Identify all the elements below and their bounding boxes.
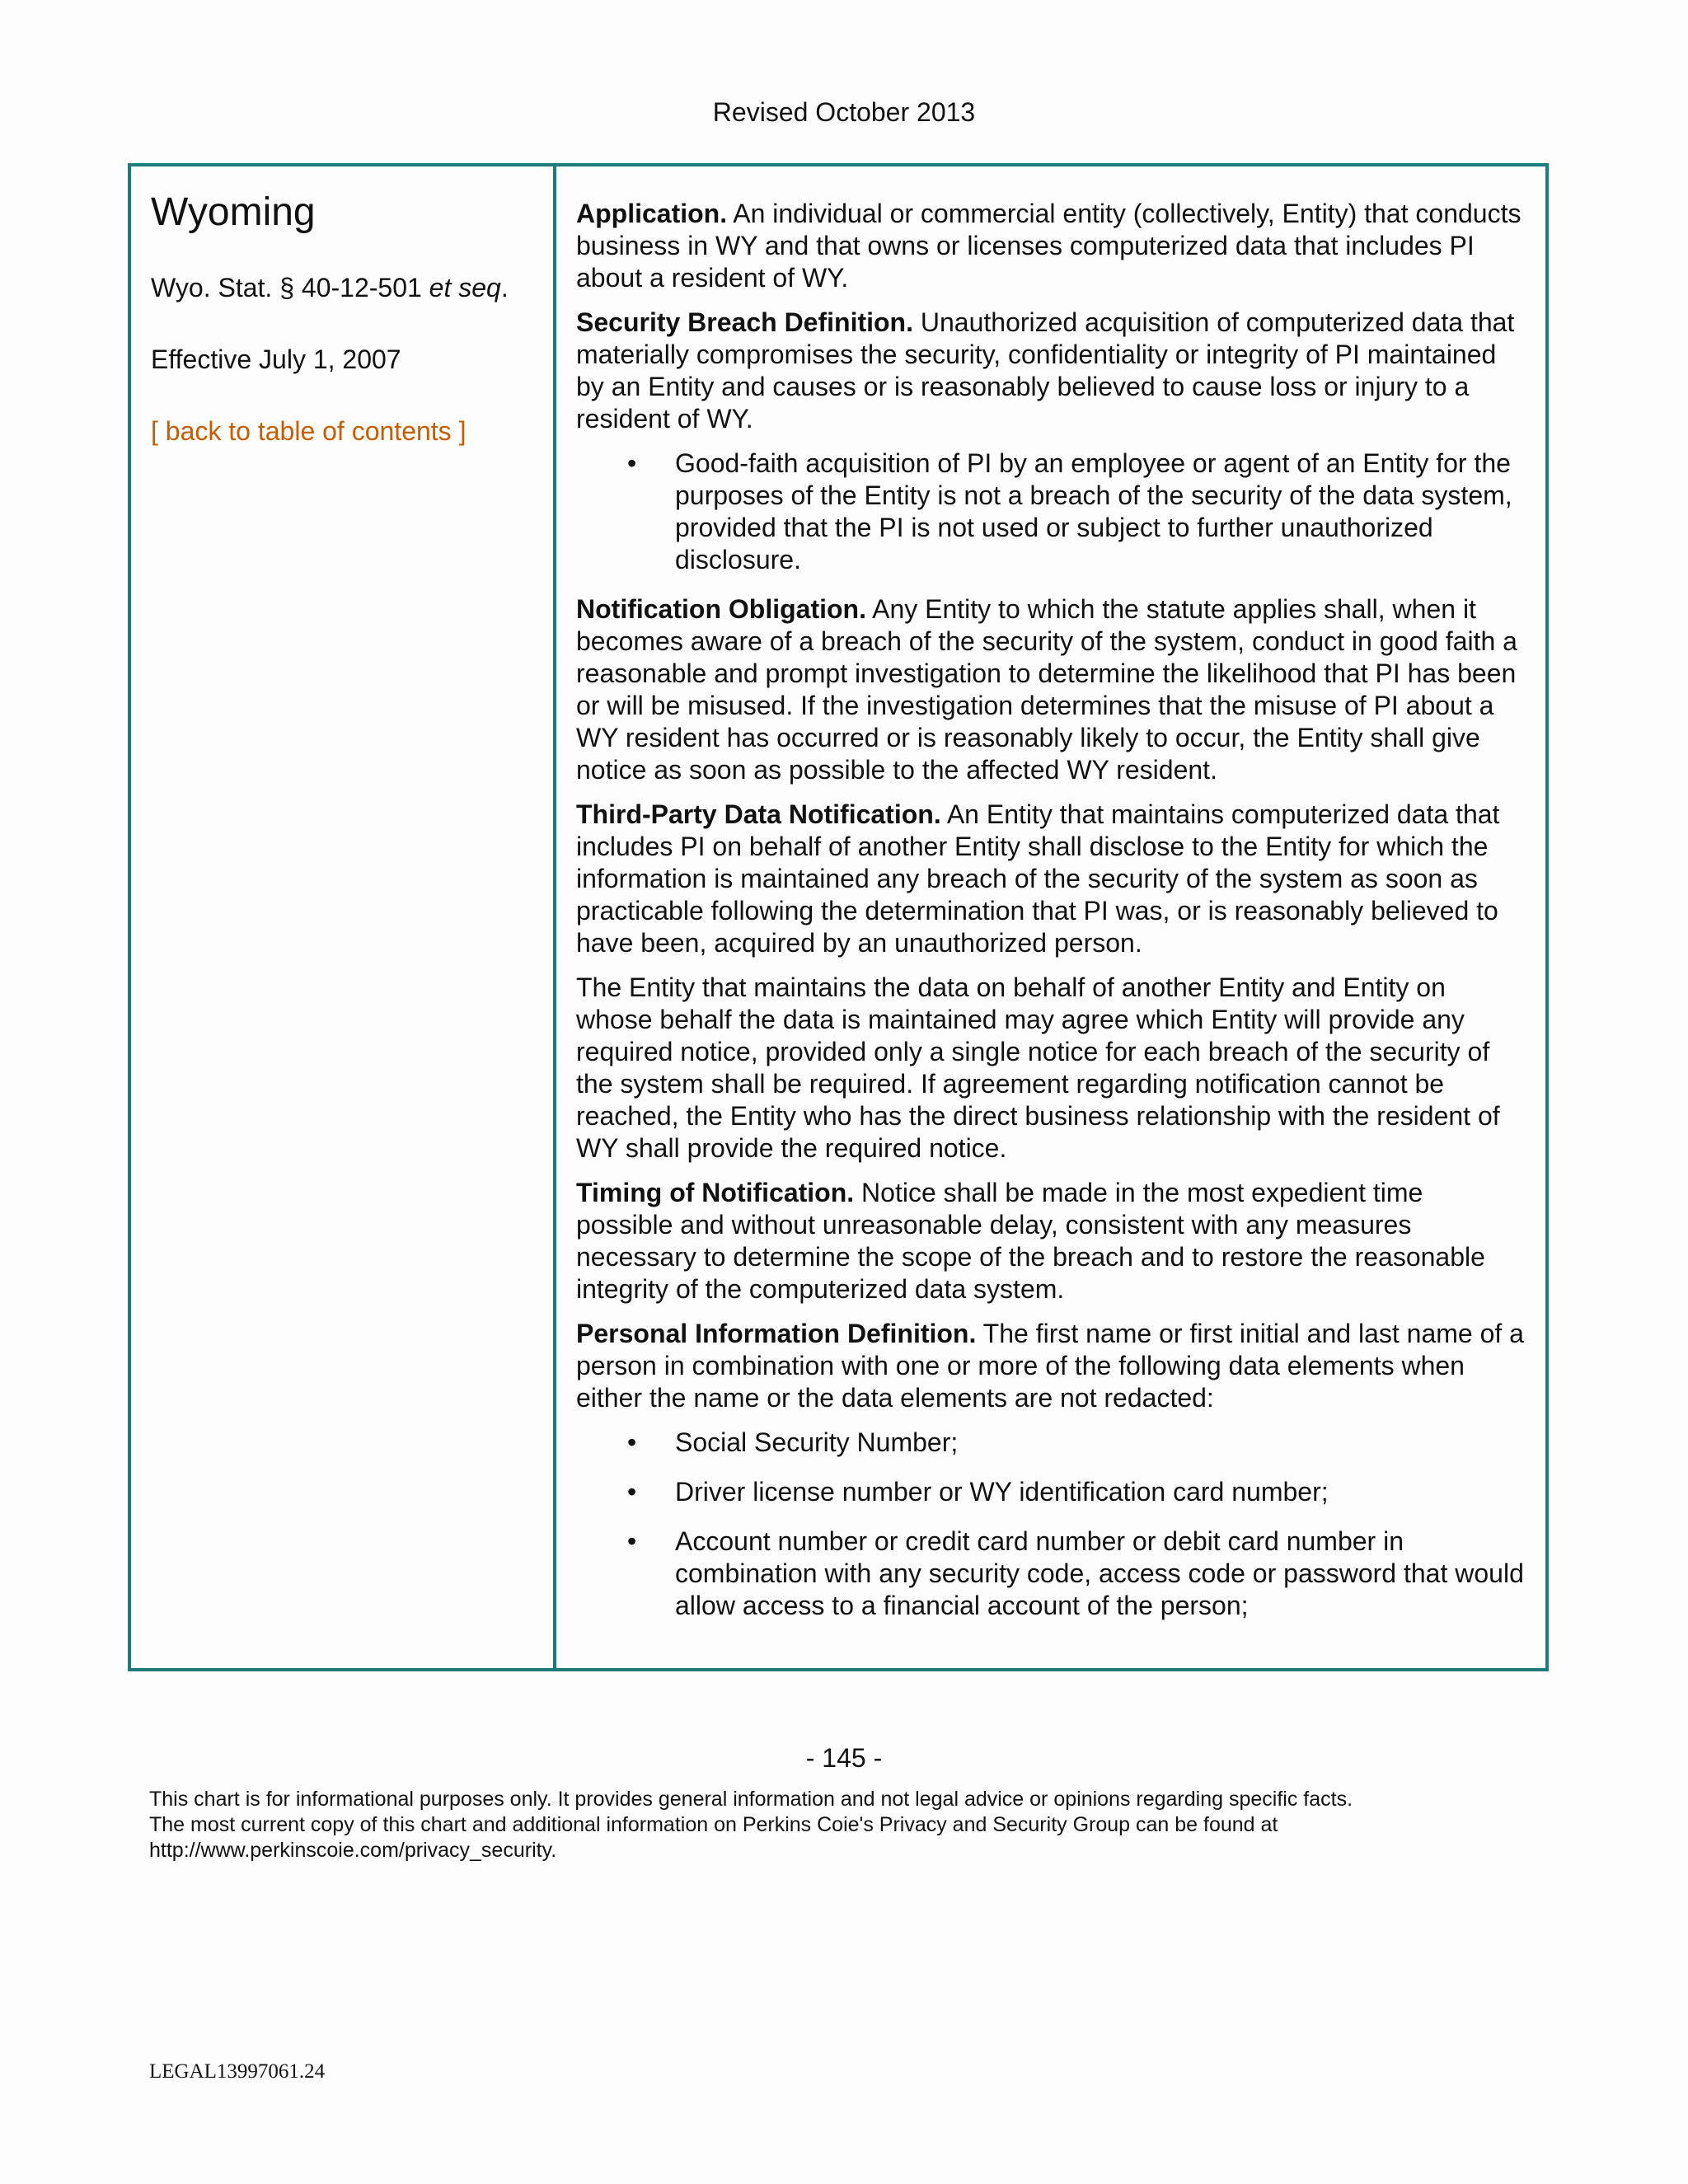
third-party-section (576, 799, 1526, 959)
bullet-icon: • (627, 1526, 637, 1556)
breach-definition-section (576, 307, 1526, 435)
disclaimer (149, 1787, 1550, 1863)
notification-obligation-heading: Notification Obligation. (576, 594, 866, 624)
disclaimer-line: This chart is for informational purposes only. It provides general information and not legal advice or opinions regarding specific facts. (149, 1788, 1353, 1811)
timing-heading: Timing of Notification. (576, 1178, 855, 1207)
pi-definition-heading: Personal Information Definition. (576, 1319, 977, 1348)
notification-obligation-text: Any Entity to which the statute applies shall, when it becomes aware of a breach of the security of the system, conduct in good faith a reasonable and prompt investigation to determine the likelihood that PI has been or will be misused. If the investigation determines that the misuse of PI about a WY resident has occurred or is reasonably likely to occur, the Entity shall give notice as soon as possible to the affected WY resident. (576, 594, 1517, 785)
list-item (576, 1476, 1526, 1508)
effective-date: Effective July 1, 2007 (151, 344, 401, 374)
breach-exception-list (576, 448, 1526, 576)
bullet-icon: • (627, 1427, 637, 1457)
disclaimer-line: The most current copy of this chart and additional information on Perkins Coie's Privacy and Security Group can be found at (149, 1813, 1278, 1836)
state-info-column (131, 166, 556, 1668)
timing-section (576, 1177, 1526, 1305)
application-heading: Application. (576, 199, 728, 228)
third-party-text: An Entity that maintains computerized data that includes PI on behalf of another Entity shall disclose to the Entity for which the information is maintained any breach of the security of the system as soon as practicable following the determination that PI was, or is reasonably believed to have been, acquired by an unauthorized person. (576, 799, 1500, 958)
back-to-toc-link[interactable]: [ back to table of contents ] (151, 416, 467, 446)
statute-details-column (556, 166, 1545, 1668)
revised-date: Revised October 2013 (712, 97, 976, 127)
timing-text: Notice shall be made in the most expedient time possible and without unreasonable delay, consistent with any measures necessary to determine the scope of the breach and to restore the reasonable integrity of the computerized data system. (576, 1178, 1485, 1304)
pi-elements-list (576, 1427, 1526, 1622)
statute-suffix: . (500, 273, 509, 302)
list-item-text: Account number or credit card number or debit card number in combination with any security code, access code or password that would allow access to a financial account of the person; (675, 1526, 1524, 1620)
page-number: - 145 - (805, 1743, 883, 1773)
disclaimer-url: http://www.perkinscoie.com/privacy_security. (149, 1839, 557, 1862)
bullet-icon: • (627, 1477, 637, 1507)
pi-definition-text: The first name or first initial and last name of a person in combination with one or more of the following data elements when either the name or the data elements are not redacted: (576, 1319, 1524, 1413)
state-name: Wyoming (151, 190, 316, 234)
third-party-heading: Third-Party Data Notification. (576, 799, 941, 829)
third-party-agreement: The Entity that maintains the data on behalf of another Entity and Entity on whose behalf the data is maintained may agree which Entity will provide any required notice, provided only a single notice for each breach of the security of the system shall be required. If agreement regarding notification cannot be reached, the Entity who has the direct business relationship with the resident of WY shall provide the required notice. (576, 972, 1500, 1163)
statute-italic: et seq (429, 273, 501, 302)
application-text: An individual or commercial entity (collectively, Entity) that conducts business in WY and that owns or licenses computerized data that includes PI about a resident of WY. (576, 199, 1522, 293)
document-id: LEGAL13997061.24 (149, 2060, 326, 2083)
list-item (576, 1427, 1526, 1459)
breach-definition-text: Unauthorized acquisition of computerized data that materially compromises the security, confidentiality or integrity of PI maintained by an Entity and causes or is reasonably believed to cause loss or injury to a resident of WY. (576, 307, 1515, 434)
statute-citation (151, 273, 535, 303)
list-item-text: Social Security Number; (675, 1427, 959, 1457)
list-item (576, 448, 1526, 576)
application-section (576, 198, 1526, 294)
list-item-text: Good-faith acquisition of PI by an employee or agent of an Entity for the purposes of the Entity is not a breach of the security of the data system, provided that the PI is not used or subject to further unauthorized disclosure. (675, 448, 1512, 574)
state-table (128, 163, 1549, 1671)
bullet-icon: • (627, 448, 637, 478)
list-item-text: Driver license number or WY identification card number; (675, 1477, 1329, 1507)
list-item (576, 1526, 1526, 1622)
pi-definition-section (576, 1318, 1526, 1414)
notification-obligation-section (576, 593, 1526, 786)
statute-prefix: Wyo. Stat. § 40-12-501 (151, 273, 429, 302)
breach-definition-heading: Security Breach Definition. (576, 307, 913, 337)
